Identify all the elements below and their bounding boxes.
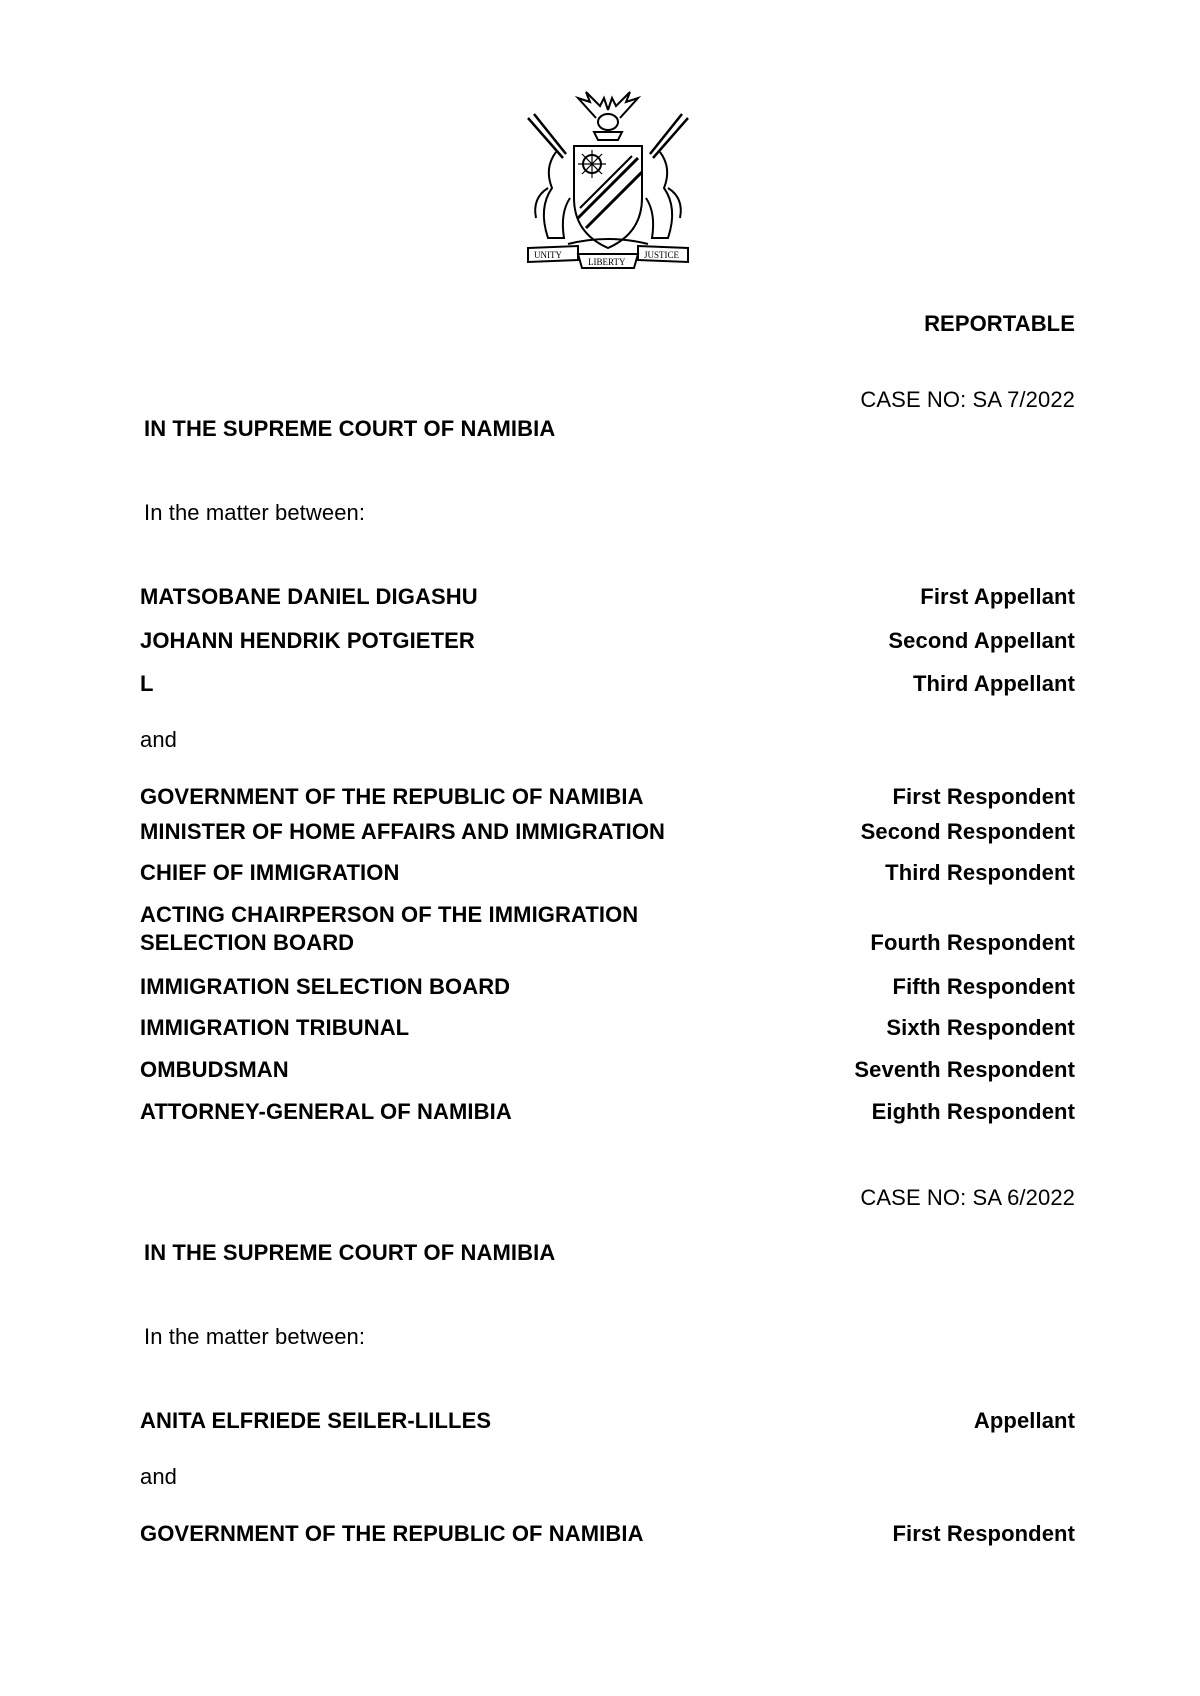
case-number-2: CASE NO: SA 6/2022	[860, 1185, 1075, 1210]
motto-liberty: LIBERTY	[588, 257, 626, 267]
appellant-role-case2: Appellant	[973, 1408, 1075, 1433]
respondent-name-case2: GOVERNMENT OF THE REPUBLIC OF NAMIBIA	[140, 1521, 644, 1546]
appellant-name-3: L	[140, 671, 154, 696]
respondent-name-2: MINISTER OF HOME AFFAIRS AND IMMIGRATION	[140, 819, 666, 844]
motto-unity: UNITY	[534, 250, 562, 260]
appellant-role-1: First Appellant	[920, 584, 1075, 609]
respondent-name-3: CHIEF OF IMMIGRATION	[140, 860, 400, 885]
matter-between-1: In the matter between:	[144, 500, 366, 525]
respondent-name-4-line2: SELECTION BOARD	[140, 930, 355, 955]
respondent-name-7: OMBUDSMAN	[140, 1057, 289, 1082]
and-separator-1: and	[140, 727, 178, 752]
coat-of-arms-emblem	[508, 88, 708, 278]
respondent-role-3: Third Respondent	[885, 860, 1075, 885]
court-heading-2: IN THE SUPREME COURT OF NAMIBIA	[144, 1240, 556, 1265]
and-separator-2: and	[140, 1464, 178, 1489]
respondent-name-6: IMMIGRATION TRIBUNAL	[140, 1015, 410, 1040]
appellant-name-2: JOHANN HENDRIK POTGIETER	[140, 628, 475, 653]
court-heading-1: IN THE SUPREME COURT OF NAMIBIA	[144, 416, 556, 441]
respondent-role-2: Second Respondent	[860, 819, 1075, 844]
respondent-role-6: Sixth Respondent	[886, 1015, 1075, 1040]
respondent-role-4: Fourth Respondent	[870, 930, 1075, 955]
respondent-role-7: Seventh Respondent	[854, 1057, 1075, 1082]
respondent-name-4-line1: ACTING CHAIRPERSON OF THE IMMIGRATION	[140, 902, 639, 927]
respondent-role-8: Eighth Respondent	[871, 1099, 1075, 1124]
respondent-name-8: ATTORNEY-GENERAL OF NAMIBIA	[140, 1099, 512, 1124]
respondent-name-5: IMMIGRATION SELECTION BOARD	[140, 974, 511, 999]
appellant-name-1: MATSOBANE DANIEL DIGASHU	[140, 584, 478, 609]
reportable-label: REPORTABLE	[924, 311, 1075, 336]
appellant-role-2: Second Appellant	[888, 628, 1075, 653]
respondent-role-5: Fifth Respondent	[892, 974, 1075, 999]
matter-between-2: In the matter between:	[144, 1324, 366, 1349]
appellant-name-case2: ANITA ELFRIEDE SEILER-LILLES	[140, 1408, 492, 1433]
respondent-name-1: GOVERNMENT OF THE REPUBLIC OF NAMIBIA	[140, 784, 644, 809]
motto-justice: JUSTICE	[644, 250, 680, 260]
respondent-role-1: First Respondent	[892, 784, 1075, 809]
respondent-role-case2: First Respondent	[892, 1521, 1075, 1546]
appellant-role-3: Third Appellant	[912, 671, 1075, 696]
case-number-1: CASE NO: SA 7/2022	[860, 387, 1075, 412]
